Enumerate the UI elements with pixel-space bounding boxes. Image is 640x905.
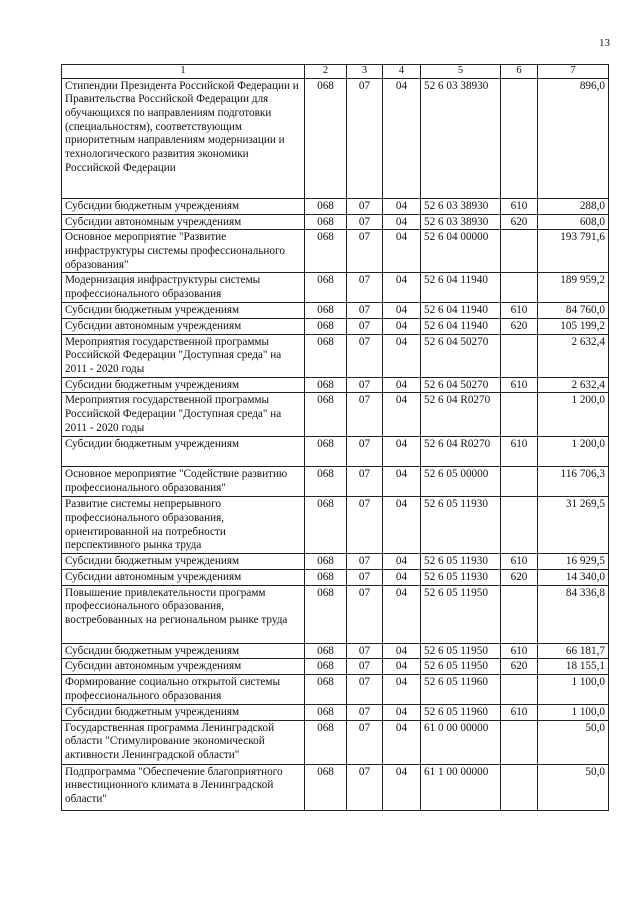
row-expense-type <box>501 497 538 554</box>
row-amount: 66 181,7 <box>538 643 609 659</box>
row-name: Подпрограмма "Обеспечение благоприятного инвестиционного климата в Ленинградской области" <box>62 764 305 810</box>
row-ved-code: 068 <box>305 585 347 643</box>
row-subsection: 04 <box>383 643 421 659</box>
row-amount: 16 929,5 <box>538 554 609 570</box>
header-col-6: 6 <box>501 65 538 79</box>
row-name: Развитие системы непрерывного профессионального образования, ориентированной на потребности перспективного рынка труда <box>62 497 305 554</box>
row-expense-type <box>501 273 538 303</box>
row-ved-code: 068 <box>305 467 347 497</box>
row-section: 07 <box>347 643 383 659</box>
row-name: Основное мероприятие "Содействие развитию профессионального образования" <box>62 467 305 497</box>
row-expense-type: 610 <box>501 643 538 659</box>
row-subsection: 04 <box>383 467 421 497</box>
table-row <box>62 585 609 643</box>
row-name: Модернизация инфраструктуры системы профессионального образования <box>62 273 305 303</box>
row-target-article: 52 6 04 11940 <box>421 319 501 335</box>
row-ved-code: 068 <box>305 78 347 198</box>
row-target-article: 52 6 04 00000 <box>421 230 501 273</box>
header-col-2: 2 <box>305 65 347 79</box>
row-amount: 193 791,6 <box>538 230 609 273</box>
table-row <box>62 273 609 303</box>
row-expense-type: 610 <box>501 437 538 467</box>
row-target-article: 52 6 05 11950 <box>421 659 501 675</box>
row-ved-code: 068 <box>305 704 347 720</box>
row-subsection: 04 <box>383 554 421 570</box>
row-subsection: 04 <box>383 659 421 675</box>
row-target-article: 52 6 05 11950 <box>421 643 501 659</box>
row-section: 07 <box>347 659 383 675</box>
row-ved-code: 068 <box>305 674 347 704</box>
row-expense-type: 620 <box>501 214 538 230</box>
table-row <box>62 377 609 393</box>
row-target-article: 52 6 05 11960 <box>421 674 501 704</box>
row-subsection: 04 <box>383 674 421 704</box>
row-section: 07 <box>347 497 383 554</box>
row-section: 07 <box>347 393 383 437</box>
header-col-7: 7 <box>538 65 609 79</box>
row-subsection: 04 <box>383 303 421 319</box>
row-target-article: 52 6 04 50270 <box>421 377 501 393</box>
table-row <box>62 467 609 497</box>
row-target-article: 52 6 05 11950 <box>421 585 501 643</box>
row-ved-code: 068 <box>305 334 347 377</box>
row-ved-code: 068 <box>305 720 347 764</box>
row-subsection: 04 <box>383 230 421 273</box>
header-col-3: 3 <box>347 65 383 79</box>
row-name: Субсидии бюджетным учреждениям <box>62 198 305 214</box>
row-section: 07 <box>347 78 383 198</box>
table-row <box>62 393 609 437</box>
row-section: 07 <box>347 674 383 704</box>
row-section: 07 <box>347 704 383 720</box>
row-expense-type <box>501 78 538 198</box>
row-target-article: 61 1 00 00000 <box>421 764 501 810</box>
row-expense-type: 620 <box>501 319 538 335</box>
row-amount: 116 706,3 <box>538 467 609 497</box>
row-expense-type: 610 <box>501 704 538 720</box>
row-name: Основное мероприятие "Развитие инфраструктуры системы профессионального образования" <box>62 230 305 273</box>
row-section: 07 <box>347 214 383 230</box>
row-section: 07 <box>347 334 383 377</box>
row-section: 07 <box>347 554 383 570</box>
table-row <box>62 319 609 335</box>
row-section: 07 <box>347 198 383 214</box>
row-target-article: 61 0 00 00000 <box>421 720 501 764</box>
row-expense-type: 610 <box>501 198 538 214</box>
row-ved-code: 068 <box>305 554 347 570</box>
row-section: 07 <box>347 585 383 643</box>
row-amount: 84 760,0 <box>538 303 609 319</box>
table-row <box>62 334 609 377</box>
table-row <box>62 674 609 704</box>
row-amount: 1 200,0 <box>538 437 609 467</box>
row-amount: 896,0 <box>538 78 609 198</box>
row-subsection: 04 <box>383 198 421 214</box>
table-row <box>62 497 609 554</box>
row-ved-code: 068 <box>305 643 347 659</box>
row-name: Субсидии автономным учреждениям <box>62 214 305 230</box>
row-expense-type: 620 <box>501 659 538 675</box>
row-amount: 18 155,1 <box>538 659 609 675</box>
row-amount: 84 336,8 <box>538 585 609 643</box>
row-target-article: 52 6 04 50270 <box>421 334 501 377</box>
header-col-5: 5 <box>421 65 501 79</box>
row-name: Субсидии автономным учреждениям <box>62 570 305 586</box>
table-row <box>62 570 609 586</box>
row-expense-type <box>501 467 538 497</box>
row-amount: 14 340,0 <box>538 570 609 586</box>
row-subsection: 04 <box>383 704 421 720</box>
table-row <box>62 643 609 659</box>
row-expense-type: 610 <box>501 303 538 319</box>
row-subsection: 04 <box>383 585 421 643</box>
row-expense-type <box>501 585 538 643</box>
row-name: Субсидии бюджетным учреждениям <box>62 704 305 720</box>
table-row <box>62 704 609 720</box>
row-target-article: 52 6 05 11960 <box>421 704 501 720</box>
row-section: 07 <box>347 230 383 273</box>
row-target-article: 52 6 03 38930 <box>421 78 501 198</box>
row-subsection: 04 <box>383 720 421 764</box>
table-row <box>62 437 609 467</box>
row-ved-code: 068 <box>305 198 347 214</box>
row-name: Формирование социально открытой системы профессионального образования <box>62 674 305 704</box>
table-row <box>62 303 609 319</box>
row-section: 07 <box>347 720 383 764</box>
row-target-article: 52 6 03 38930 <box>421 214 501 230</box>
row-amount: 189 959,2 <box>538 273 609 303</box>
row-amount: 1 100,0 <box>538 704 609 720</box>
row-section: 07 <box>347 319 383 335</box>
row-expense-type <box>501 334 538 377</box>
row-expense-type: 610 <box>501 377 538 393</box>
header-col-4: 4 <box>383 65 421 79</box>
row-subsection: 04 <box>383 437 421 467</box>
row-amount: 2 632,4 <box>538 377 609 393</box>
row-ved-code: 068 <box>305 659 347 675</box>
row-target-article: 52 6 05 00000 <box>421 467 501 497</box>
row-expense-type <box>501 674 538 704</box>
table-row <box>62 214 609 230</box>
row-ved-code: 068 <box>305 570 347 586</box>
row-amount: 105 199,2 <box>538 319 609 335</box>
row-name: Субсидии бюджетным учреждениям <box>62 554 305 570</box>
table-row <box>62 78 609 198</box>
row-expense-type: 610 <box>501 554 538 570</box>
table-row <box>62 659 609 675</box>
row-target-article: 52 6 05 11930 <box>421 570 501 586</box>
row-subsection: 04 <box>383 764 421 810</box>
row-expense-type <box>501 764 538 810</box>
table-row <box>62 554 609 570</box>
row-subsection: 04 <box>383 377 421 393</box>
header-col-1: 1 <box>62 65 305 79</box>
row-amount: 608,0 <box>538 214 609 230</box>
row-section: 07 <box>347 467 383 497</box>
row-target-article: 52 6 04 11940 <box>421 303 501 319</box>
row-name: Повышение привлекательности программ профессионального образования, востребованных на региональном рынке труда <box>62 585 305 643</box>
budget-table <box>61 64 609 811</box>
table-row <box>62 230 609 273</box>
row-ved-code: 068 <box>305 764 347 810</box>
row-section: 07 <box>347 273 383 303</box>
row-subsection: 04 <box>383 570 421 586</box>
row-ved-code: 068 <box>305 497 347 554</box>
row-subsection: 04 <box>383 393 421 437</box>
row-amount: 31 269,5 <box>538 497 609 554</box>
row-ved-code: 068 <box>305 273 347 303</box>
header-row <box>62 65 609 79</box>
row-target-article: 52 6 05 11930 <box>421 497 501 554</box>
row-amount: 1 200,0 <box>538 393 609 437</box>
row-name: Мероприятия государственной программы Российской Федерации "Доступная среда" на 2011 - 2020 годы <box>62 334 305 377</box>
row-name: Субсидии бюджетным учреждениям <box>62 643 305 659</box>
row-name: Субсидии автономным учреждениям <box>62 659 305 675</box>
row-subsection: 04 <box>383 78 421 198</box>
row-target-article: 52 6 04 R0270 <box>421 393 501 437</box>
row-expense-type <box>501 230 538 273</box>
row-section: 07 <box>347 303 383 319</box>
row-target-article: 52 6 03 38930 <box>421 198 501 214</box>
row-subsection: 04 <box>383 214 421 230</box>
row-section: 07 <box>347 570 383 586</box>
row-ved-code: 068 <box>305 393 347 437</box>
row-section: 07 <box>347 437 383 467</box>
row-amount: 288,0 <box>538 198 609 214</box>
row-target-article: 52 6 04 R0270 <box>421 437 501 467</box>
page-number: 13 <box>599 37 610 49</box>
row-ved-code: 068 <box>305 377 347 393</box>
row-ved-code: 068 <box>305 214 347 230</box>
table-row <box>62 198 609 214</box>
row-name: Субсидии автономным учреждениям <box>62 319 305 335</box>
row-subsection: 04 <box>383 497 421 554</box>
row-ved-code: 068 <box>305 303 347 319</box>
row-subsection: 04 <box>383 319 421 335</box>
row-name: Мероприятия государственной программы Российской Федерации "Доступная среда" на 2011 - 2020 годы <box>62 393 305 437</box>
row-subsection: 04 <box>383 334 421 377</box>
row-ved-code: 068 <box>305 319 347 335</box>
row-section: 07 <box>347 377 383 393</box>
row-amount: 2 632,4 <box>538 334 609 377</box>
row-name: Субсидии бюджетным учреждениям <box>62 437 305 467</box>
row-name: Субсидии бюджетным учреждениям <box>62 377 305 393</box>
row-ved-code: 068 <box>305 437 347 467</box>
row-expense-type: 620 <box>501 570 538 586</box>
table-row <box>62 764 609 810</box>
row-section: 07 <box>347 764 383 810</box>
row-name: Стипендии Президента Российской Федерации и Правительства Российской Федерации для обучающихся по направлениям подготовки (специальностям), соответствующим приоритетным направлениям модернизации и технологического развития экономики Российской Федерации <box>62 78 305 198</box>
row-name: Субсидии бюджетным учреждениям <box>62 303 305 319</box>
row-expense-type <box>501 720 538 764</box>
row-target-article: 52 6 04 11940 <box>421 273 501 303</box>
row-amount: 50,0 <box>538 764 609 810</box>
row-expense-type <box>501 393 538 437</box>
row-target-article: 52 6 05 11930 <box>421 554 501 570</box>
row-name: Государственная программа Ленинградской области "Стимулирование экономической активности Ленинградской области" <box>62 720 305 764</box>
table-row <box>62 720 609 764</box>
row-ved-code: 068 <box>305 230 347 273</box>
row-amount: 1 100,0 <box>538 674 609 704</box>
row-subsection: 04 <box>383 273 421 303</box>
row-amount: 50,0 <box>538 720 609 764</box>
